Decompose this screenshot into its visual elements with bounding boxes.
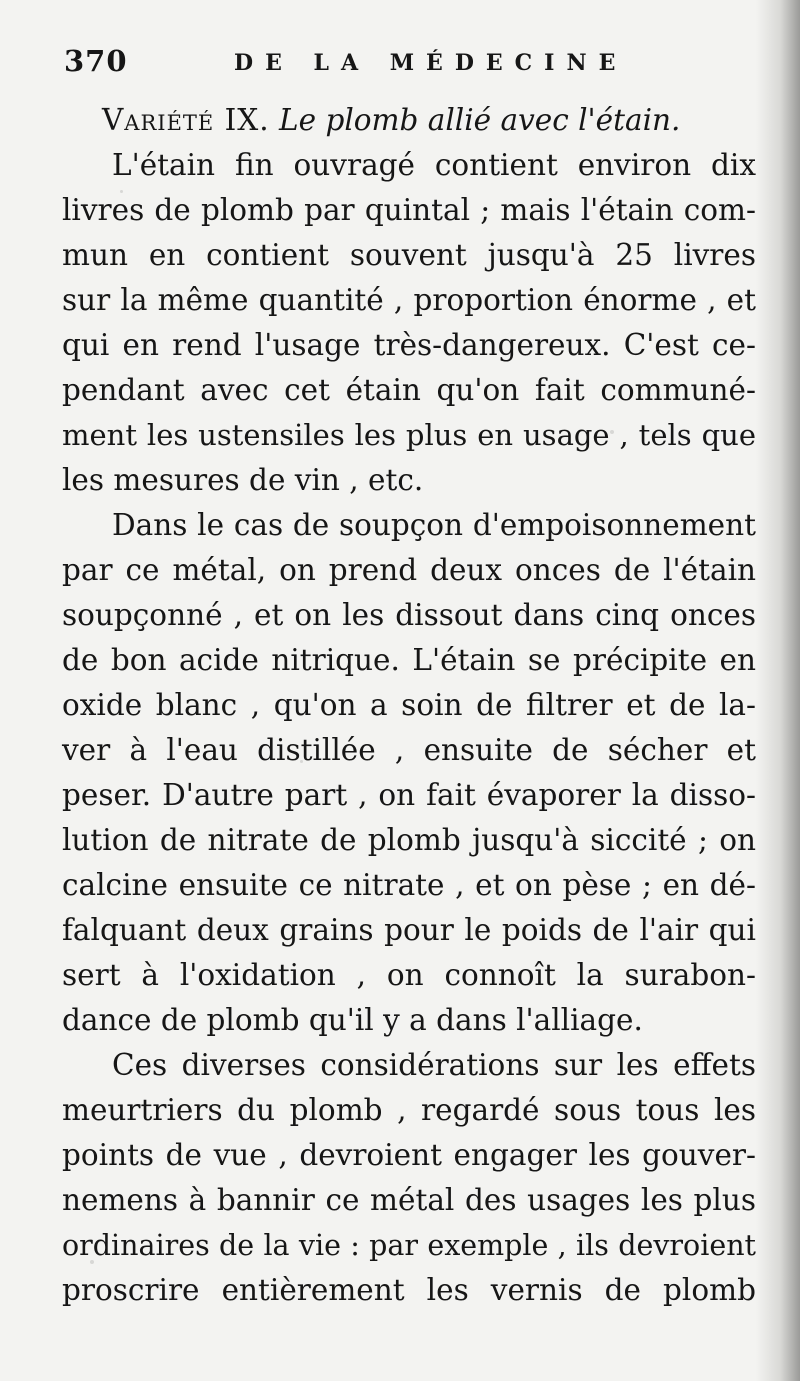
text-line: peser. D'autre part , on fait évaporer la disso- [62, 778, 756, 812]
section-title: Le plomb allié avec l'étain. [279, 103, 681, 137]
text-line: meurtriers du plomb , regardé sous tous les [62, 1093, 756, 1127]
text-line: calcine ensuite ce nitrate , et on pèse ; en dé- [62, 868, 756, 902]
body-text [62, 98, 756, 1313]
text-line: ver à l'eau distillée , ensuite de sécher et [62, 733, 756, 767]
text-line: lution de nitrate de plomb jusqu'à siccité ; on [62, 823, 756, 857]
binding-shadow [756, 0, 800, 1381]
page-header [64, 44, 754, 84]
text-line: oxide blanc , qu'on a soin de filtrer et de la- [62, 688, 756, 722]
text-line: livres de plomb par quintal ; mais l'étain com- [62, 193, 756, 227]
text-line: les mesures de vin , etc. [62, 463, 424, 497]
page-number: 370 [64, 44, 128, 78]
paragraph [62, 1043, 756, 1313]
section-heading [62, 98, 756, 143]
text-line: Dans le cas de soupçon d'empoisonnement [112, 508, 756, 542]
text-line: soupçonné , et on les dissout dans cinq onces [62, 598, 756, 632]
text-line: sert à l'oxidation , on connoît la surabon- [62, 958, 756, 992]
text-line: dance de plomb qu'il y a dans l'alliage. [62, 1003, 643, 1037]
text-line: mun en contient souvent jusqu'à 25 livres [62, 238, 756, 272]
section-label: Variété IX. [102, 103, 270, 137]
paragraph [62, 503, 756, 1043]
text-line: par ce métal, on prend deux onces de l'étain [62, 553, 756, 587]
text-line: falquant deux grains pour le poids de l'air qui [62, 913, 756, 947]
text-line: Ces diverses considérations sur les effets [112, 1048, 756, 1082]
text-line: proscrire entièrement les vernis de plomb [62, 1273, 756, 1307]
text-line: de bon acide nitrique. L'étain se précipite en [62, 643, 756, 677]
paragraph [62, 143, 756, 503]
running-head: DE LA MÉDECINE [234, 50, 628, 76]
text-line: ordinaires de la vie : par exemple , ils devroient [62, 1229, 756, 1262]
text-line: ment les ustensiles les plus en usage , tels que [62, 418, 756, 452]
text-line: L'étain fin ouvragé contient environ dix [112, 148, 756, 182]
text-line: sur la même quantité , proportion énorme , et [62, 283, 756, 317]
text-line: qui en rend l'usage très-dangereux. C'est ce- [62, 328, 756, 362]
text-line: pendant avec cet étain qu'on fait communé- [62, 373, 756, 407]
text-line: points de vue , devroient engager les gouver- [62, 1138, 756, 1172]
text-line: nemens à bannir ce métal des usages les plus [62, 1183, 756, 1217]
